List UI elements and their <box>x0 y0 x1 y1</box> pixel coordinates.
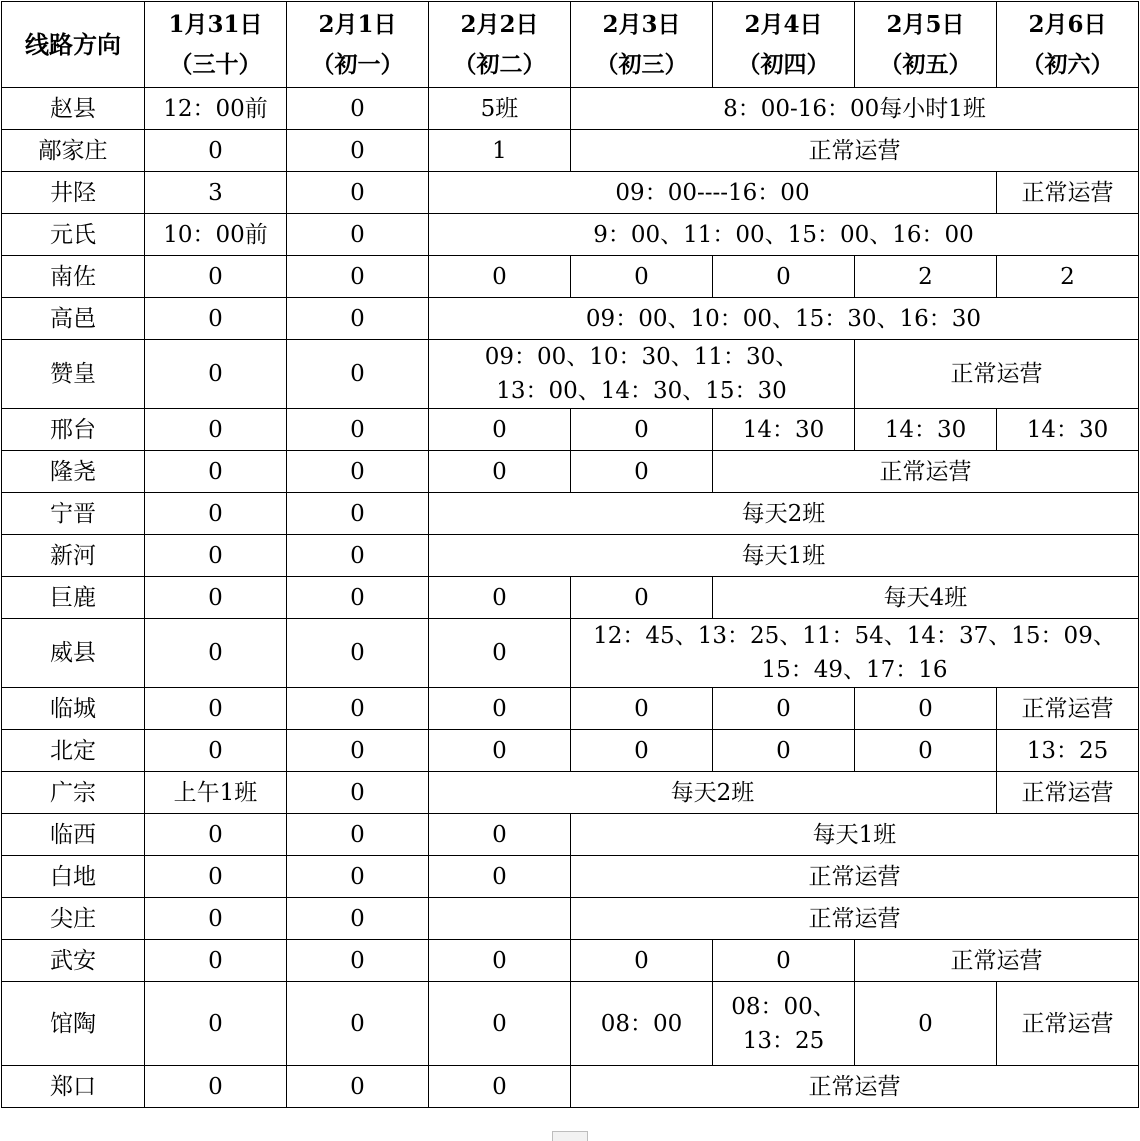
schedule-cell: 上午1班 <box>145 772 287 814</box>
table-row <box>2 577 1139 619</box>
header-day: 2月4日 （初四） <box>713 2 855 88</box>
route-name: 郑口 <box>2 1066 145 1108</box>
table-row <box>2 688 1139 730</box>
schedule-cell: 0 <box>287 172 429 214</box>
route-name: 巨鹿 <box>2 577 145 619</box>
schedule-cell: 0 <box>571 688 713 730</box>
schedule-cell: 09：00、10：30、11：30、 13：00、14：30、15：30 <box>429 340 855 409</box>
schedule-cell: 0 <box>429 730 571 772</box>
header-day: 2月5日 （初五） <box>855 2 997 88</box>
schedule-cell: 0 <box>287 577 429 619</box>
table-row <box>2 256 1139 298</box>
schedule-cell: 每天1班 <box>571 814 1139 856</box>
route-name: 隆尧 <box>2 451 145 493</box>
schedule-cell: 3 <box>145 172 287 214</box>
schedule-cell: 0 <box>429 451 571 493</box>
schedule-cell: 0 <box>287 1066 429 1108</box>
table-row <box>2 298 1139 340</box>
schedule-cell: 12：45、13：25、11：54、14：37、15：09、 15：49、17：16 <box>571 619 1139 688</box>
schedule-cell: 0 <box>429 940 571 982</box>
schedule-cell: 9：00、11：00、15：00、16：00 <box>429 214 1139 256</box>
table-row <box>2 898 1139 940</box>
route-name: 新河 <box>2 535 145 577</box>
header-day: 2月6日 （初六） <box>997 2 1139 88</box>
schedule-cell: 0 <box>429 256 571 298</box>
schedule-cell: 0 <box>287 256 429 298</box>
schedule-cell: 每天2班 <box>429 772 997 814</box>
schedule-cell: 0 <box>287 814 429 856</box>
table-row <box>2 982 1139 1066</box>
schedule-cell: 0 <box>145 256 287 298</box>
schedule-cell <box>429 898 571 940</box>
route-name: 威县 <box>2 619 145 688</box>
schedule-cell: 0 <box>145 451 287 493</box>
schedule-cell: 0 <box>287 688 429 730</box>
schedule-cell: 0 <box>713 688 855 730</box>
schedule-cell: 2 <box>997 256 1139 298</box>
schedule-cell: 正常运营 <box>997 172 1139 214</box>
route-name: 南佐 <box>2 256 145 298</box>
schedule-cell: 0 <box>145 619 287 688</box>
schedule-cell: 0 <box>145 856 287 898</box>
schedule-cell: 0 <box>287 130 429 172</box>
schedule-cell: 0 <box>145 688 287 730</box>
schedule-cell: 0 <box>429 982 571 1066</box>
route-name: 临西 <box>2 814 145 856</box>
schedule-cell: 0 <box>855 688 997 730</box>
schedule-cell: 0 <box>429 577 571 619</box>
route-name: 武安 <box>2 940 145 982</box>
table-row <box>2 1066 1139 1108</box>
schedule-cell: 1 <box>429 130 571 172</box>
schedule-cell: 0 <box>713 256 855 298</box>
header-row <box>2 2 1139 88</box>
route-name: 鄗家庄 <box>2 130 145 172</box>
table-row <box>2 940 1139 982</box>
route-name: 临城 <box>2 688 145 730</box>
schedule-cell: 0 <box>855 982 997 1066</box>
schedule-cell: 每天4班 <box>713 577 1139 619</box>
schedule-cell: 0 <box>145 982 287 1066</box>
schedule-cell: 0 <box>287 856 429 898</box>
table-row <box>2 535 1139 577</box>
header-route: 线路方向 <box>2 2 145 88</box>
table-row <box>2 88 1139 130</box>
table-row <box>2 814 1139 856</box>
schedule-cell: 08：00、 13：25 <box>713 982 855 1066</box>
schedule-cell: 正常运营 <box>997 982 1139 1066</box>
schedule-cell: 正常运营 <box>997 772 1139 814</box>
schedule-cell: 0 <box>571 577 713 619</box>
schedule-cell: 0 <box>855 730 997 772</box>
route-name: 广宗 <box>2 772 145 814</box>
schedule-cell: 0 <box>145 298 287 340</box>
table-row <box>2 214 1139 256</box>
schedule-cell: 14：30 <box>997 409 1139 451</box>
schedule-cell: 8：00-16：00每小时1班 <box>571 88 1139 130</box>
schedule-cell: 0 <box>287 619 429 688</box>
schedule-cell: 0 <box>287 451 429 493</box>
route-name: 高邑 <box>2 298 145 340</box>
schedule-cell: 14：30 <box>855 409 997 451</box>
schedule-cell: 正常运营 <box>855 340 1139 409</box>
table-row <box>2 172 1139 214</box>
schedule-cell: 0 <box>145 1066 287 1108</box>
schedule-cell: 0 <box>287 940 429 982</box>
table-row <box>2 730 1139 772</box>
schedule-cell: 09：00----16：00 <box>429 172 997 214</box>
schedule-cell: 0 <box>145 577 287 619</box>
route-name: 北定 <box>2 730 145 772</box>
schedule-cell: 正常运营 <box>571 1066 1139 1108</box>
route-name: 赵县 <box>2 88 145 130</box>
schedule-cell: 0 <box>287 493 429 535</box>
table-row <box>2 856 1139 898</box>
schedule-cell: 0 <box>145 493 287 535</box>
schedule-cell: 0 <box>145 898 287 940</box>
schedule-cell: 0 <box>145 730 287 772</box>
route-name: 尖庄 <box>2 898 145 940</box>
table-row <box>2 619 1139 688</box>
route-name: 赞皇 <box>2 340 145 409</box>
schedule-cell: 每天2班 <box>429 493 1139 535</box>
table-row <box>2 772 1139 814</box>
header-day: 2月3日 （初三） <box>571 2 713 88</box>
header-day: 1月31日 （三十） <box>145 2 287 88</box>
schedule-cell: 0 <box>287 340 429 409</box>
schedule-cell: 正常运营 <box>713 451 1139 493</box>
schedule-cell: 0 <box>571 409 713 451</box>
table-row <box>2 130 1139 172</box>
schedule-cell: 12：00前 <box>145 88 287 130</box>
schedule-cell: 正常运营 <box>571 856 1139 898</box>
schedule-cell: 0 <box>145 130 287 172</box>
route-name: 元氏 <box>2 214 145 256</box>
table-row <box>2 340 1139 409</box>
schedule-cell: 0 <box>287 298 429 340</box>
schedule-cell: 0 <box>429 1066 571 1108</box>
schedule-cell: 正常运营 <box>855 940 1139 982</box>
header-day: 2月1日 （初一） <box>287 2 429 88</box>
schedule-cell: 0 <box>145 409 287 451</box>
schedule-cell: 0 <box>145 340 287 409</box>
schedule-cell: 0 <box>287 535 429 577</box>
schedule-cell: 0 <box>571 730 713 772</box>
schedule-cell: 0 <box>429 619 571 688</box>
schedule-cell: 0 <box>429 814 571 856</box>
schedule-cell: 09：00、10：00、15：30、16：30 <box>429 298 1139 340</box>
schedule-cell: 0 <box>287 730 429 772</box>
schedule-cell: 14：30 <box>713 409 855 451</box>
schedule-cell: 0 <box>287 214 429 256</box>
route-name: 白地 <box>2 856 145 898</box>
table-row <box>2 409 1139 451</box>
schedule-cell: 0 <box>571 451 713 493</box>
bus-schedule-table <box>1 1 1139 1108</box>
schedule-cell: 0 <box>287 898 429 940</box>
schedule-cell: 0 <box>429 688 571 730</box>
schedule-cell: 0 <box>287 88 429 130</box>
schedule-cell: 0 <box>145 814 287 856</box>
table-row <box>2 493 1139 535</box>
schedule-cell: 2 <box>855 256 997 298</box>
schedule-cell: 0 <box>713 730 855 772</box>
schedule-cell: 10：00前 <box>145 214 287 256</box>
route-name: 邢台 <box>2 409 145 451</box>
schedule-cell: 每天1班 <box>429 535 1139 577</box>
schedule-cell: 0 <box>145 940 287 982</box>
schedule-cell: 正常运营 <box>571 898 1139 940</box>
schedule-cell: 正常运营 <box>571 130 1139 172</box>
schedule-cell: 0 <box>287 772 429 814</box>
route-name: 井陉 <box>2 172 145 214</box>
schedule-cell: 正常运营 <box>997 688 1139 730</box>
route-name: 宁晋 <box>2 493 145 535</box>
schedule-cell: 0 <box>713 940 855 982</box>
header-day: 2月2日 （初二） <box>429 2 571 88</box>
schedule-cell: 0 <box>429 409 571 451</box>
schedule-cell: 13：25 <box>997 730 1139 772</box>
schedule-cell: 08：00 <box>571 982 713 1066</box>
schedule-cell: 0 <box>571 256 713 298</box>
schedule-cell: 0 <box>287 409 429 451</box>
route-name: 馆陶 <box>2 982 145 1066</box>
table-row <box>2 451 1139 493</box>
schedule-cell: 0 <box>429 856 571 898</box>
schedule-cell: 0 <box>287 982 429 1066</box>
schedule-cell: 0 <box>145 535 287 577</box>
schedule-cell: 0 <box>571 940 713 982</box>
schedule-cell: 5班 <box>429 88 571 130</box>
